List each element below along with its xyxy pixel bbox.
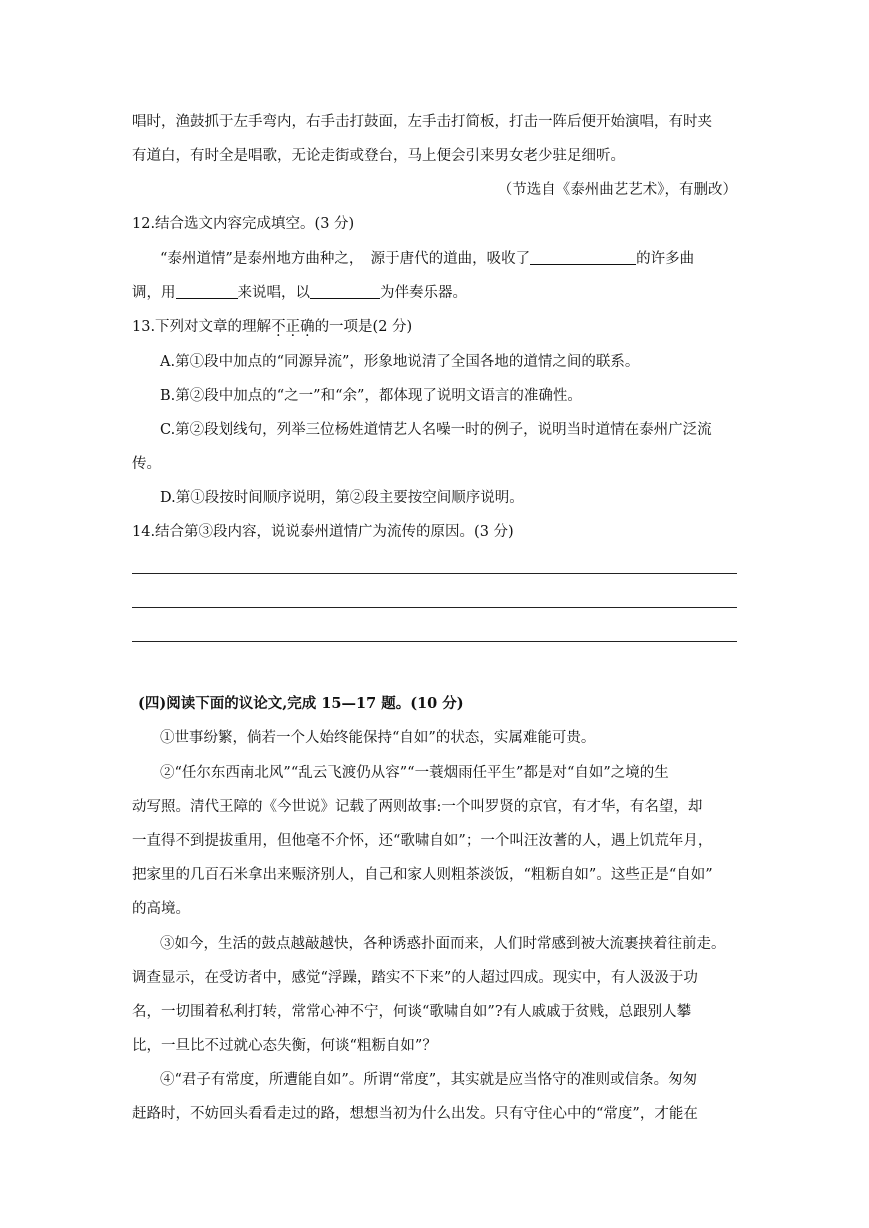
option-a: A.第①段中加点的“同源异流”，形象地说清了全国各地的道情之间的联系。 (160, 354, 640, 370)
text-segment: 来说唱，以 (237, 285, 310, 301)
text-segment: 的一项是(2 分) (314, 319, 413, 335)
text-segment: 调，用 (132, 285, 176, 301)
section-heading: (四)阅读下面的议论文,完成 15—17 题。(10 分) (138, 695, 464, 712)
paragraph-2-line: 一直得不到提拔重用，但他毫不介怀，还“歌啸自如”；一个叫汪汝蓍的人，遇上饥荒年月， (132, 833, 713, 849)
paragraph-4-line: ④“君子有常度，所遭能自如”。所谓“常度”，其实就是应当恪守的准则或信条。匆匆 (160, 1072, 698, 1088)
paragraph-3-line: 比，一旦比不过就心态失衡，何谈“粗粝自如”？ (132, 1038, 437, 1054)
answer-line-3[interactable] (132, 641, 737, 642)
fill-blank-1[interactable] (530, 249, 636, 265)
emphasis-char: 确 (300, 319, 315, 335)
answer-line-2[interactable] (132, 607, 737, 608)
paragraph-2-line: 的高境。 (132, 901, 190, 917)
paragraph-2-line: 动写照。清代王障的《今世说》记载了两则故事:一个叫罗贤的京官，有才华，有名望，却 (132, 799, 703, 815)
paragraph-3-line: 名，一切围着私利打转，常常心神不宁，何谈“歌啸自如”?有人戚戚于贫贱，总跟别人攀 (132, 1004, 692, 1020)
option-c: C.第②段划线句，列举三位杨姓道情艺人名噪一时的例子，说明当时道情在泰州广泛流 (160, 422, 712, 438)
question-12-title: 12.结合选文内容完成填空。(3 分) (132, 216, 355, 232)
emphasis-char: 正 (285, 319, 301, 335)
question-14-title: 14.结合第③段内容，说说泰州道情广为流传的原因。(3 分) (132, 524, 514, 540)
question-12-line-1 (160, 249, 737, 269)
fill-blank-2[interactable] (176, 283, 238, 299)
text-segment: “泰州道情”是泰州地方曲种之， 源于唐代的道曲，吸收了 (160, 251, 531, 267)
paragraph-1: ①世事纷繁，倘若一个人始终能保持“自如”的状态，实属难能可贵。 (160, 730, 596, 746)
question-13-title (132, 317, 737, 337)
paragraph-3-line: 调查显示，在受访者中，感觉“浮躁，踏实不下来”的人超过四成。现实中，有人汲汲于功 (132, 970, 698, 986)
emphasis-char: 不 (271, 319, 286, 335)
option-d: D.第①段按时间顺序说明，第②段主要按空间顺序说明。 (160, 490, 524, 506)
option-c-cont: 传。 (132, 456, 161, 472)
paragraph-2-line: 把家里的几百石米拿出来赈济别人，自己和家人则粗茶淡饭，“粗粝自如”。这些正是“自如” (132, 867, 713, 883)
option-b: B.第②段中加点的“之一”和“余”，都体现了说明文语言的准确性。 (160, 388, 582, 404)
question-12-line-2 (132, 283, 737, 303)
text-segment: 为伴奏乐器。 (380, 285, 467, 301)
text-segment: 的许多曲 (636, 251, 695, 267)
text-segment: 13.下列对文章的理解 (132, 319, 272, 335)
source-citation: （节选自《泰州曲艺艺术》，有删改） (497, 182, 737, 198)
paragraph-2-line: ②“任尔东西南北风”“乱云飞渡仍从容”“一蓑烟雨任平生”都是对“自如”之境的生 (160, 765, 669, 781)
text-line: 唱时，渔鼓抓于左手弯内，右手击打鼓面，左手击打简板，打击一阵后便开始演唱，有时夹 (132, 114, 712, 130)
text-line: 有道白，有时全是唱歌，无论走街或登台，马上便会引来男女老少驻足细听。 (132, 148, 625, 164)
paragraph-4-line: 赶路时，不妨回头看看走过的路，想想当初为什么出发。只有守住心中的“常度”，才能在 (132, 1106, 698, 1122)
fill-blank-3[interactable] (310, 283, 380, 299)
answer-line-1[interactable] (132, 573, 737, 574)
paragraph-3-line: ③如今，生活的鼓点越敲越快，各种诱惑扑面而来，人们时常感到被大流裹挟着往前走。 (160, 936, 726, 952)
